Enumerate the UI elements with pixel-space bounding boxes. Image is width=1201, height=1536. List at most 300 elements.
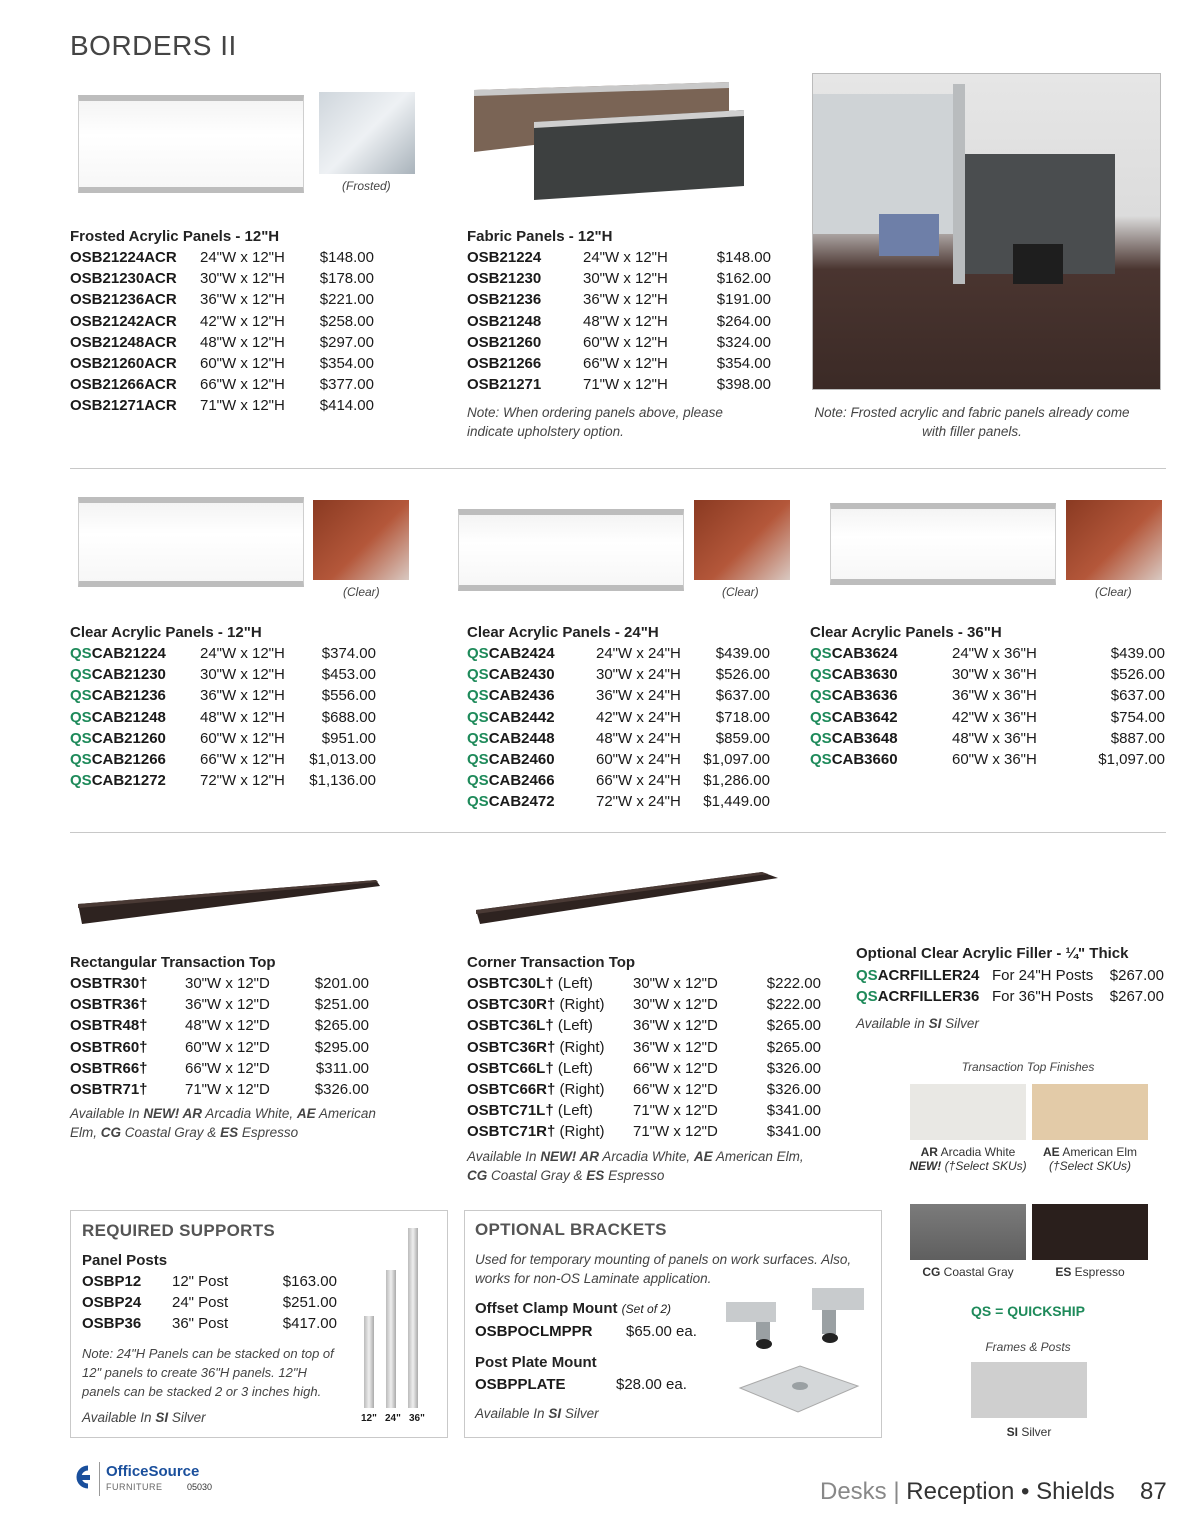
clamp-graphic [722,1284,872,1354]
table-row [810,707,1165,728]
clear36-swatch-image [1066,500,1162,580]
sku-cell: OSB21230 [467,270,542,288]
sku-cell [467,1100,633,1121]
frames-title: Frames & Posts [985,1340,1071,1354]
brackets-available: Available In SI Silver [475,1406,599,1421]
table-row [467,707,770,728]
size-cell: 36"W x 12"H [583,291,668,309]
size-cell: 60"W x 12"H [200,729,285,747]
table-row [810,664,1165,685]
sku-cell [467,770,596,791]
brand-sub: FURNITURE [106,1482,163,1492]
size-cell: 30"W x 36"H [952,666,1037,684]
side-label: (Left) [557,1059,593,1077]
sku-code: CAB21224 [91,645,166,662]
divider-1 [70,468,1166,469]
size-cell: 12" Post [172,1273,229,1290]
sku-cell [70,728,200,749]
table-row [70,749,376,770]
table-row [70,247,374,268]
sku-cell: OSBTR48† [70,1017,148,1035]
supports-title: REQUIRED SUPPORTS [82,1221,276,1240]
size-cell: 24"W x 12"H [200,645,285,662]
price-cell: $718.00 [715,708,770,726]
clear24-table [467,643,770,813]
sku-code: CAB2460 [488,751,555,769]
quickship-prefix: QS [467,708,489,726]
price-cell: $326.00 [766,1059,821,1077]
rect-top-image [74,872,384,932]
sku-code: CAB21230 [91,666,166,684]
price-cell: $637.00 [715,687,770,705]
price-cell: $178.00 [319,270,374,288]
brand-code: 05030 [187,1482,213,1492]
sku-cell [467,685,596,706]
sku-cell: OSBP24 [82,1294,142,1312]
price-cell: $201.00 [314,975,369,992]
table-row [70,311,374,332]
price-cell: $162.00 [716,270,771,288]
frosted-swatch-image [319,92,415,174]
price-cell: $221.00 [319,291,374,309]
clear12-title: Clear Acrylic Panels - 12"H [70,624,262,641]
price-cell: $324.00 [716,333,771,351]
quickship-prefix: QS [467,729,489,747]
fabric-note: Note: When ordering panels above, please indicate upholstery option. [467,405,723,439]
size-cell: 48"W x 12"H [200,708,285,726]
swatch-ar [910,1084,1026,1140]
sku-code: OSBTC30R† [467,996,556,1014]
table-row [467,289,771,310]
price-cell: $377.00 [319,376,374,394]
plate-graphic [738,1364,860,1414]
price-cell: $859.00 [715,729,770,747]
table-row [467,1079,821,1100]
quickship-prefix: QS [70,666,92,684]
sku-code: CAB2442 [488,708,555,726]
table-row [70,374,374,395]
size-cell: 48"W x 12"H [583,312,668,330]
side-label: (Left) [557,1017,593,1035]
sku-cell: OSB21260ACR [70,355,177,373]
filler-table [856,965,1164,1007]
size-cell: 66"W x 12"D [633,1081,718,1099]
fabric-table [467,247,771,395]
price-cell: $267.00 [1109,988,1164,1006]
photo-note: Note: Frosted acrylic and fabric panels already come with filler panels. [814,405,1130,439]
size-cell: 30"W x 12"D [633,996,718,1014]
size-cell: 36"W x 12"D [633,1038,718,1056]
offset-clamp-label: Offset Clamp Mount [475,1300,618,1317]
sku-code: OSBTC71R† [467,1123,556,1141]
sku-cell [810,643,952,664]
fabric-panel-image [474,82,744,200]
sku-code: OSBTC66R† [467,1081,556,1099]
price-cell: $1,097.00 [1098,751,1165,769]
offset-clamp-title [475,1300,671,1317]
price-cell: $414.00 [319,397,374,415]
size-cell: 71"W x 12"D [185,1081,270,1099]
sku-cell [810,749,952,770]
table-row [70,707,376,728]
sku-cell: OSB21266 [467,355,542,373]
table-row [467,374,771,395]
supports-table [82,1271,337,1335]
table-row [810,685,1165,706]
size-cell: 36"W x 12"H [200,687,285,705]
price-cell: $163.00 [282,1273,337,1290]
sku-cell [467,994,633,1015]
sku-cell: OSB21236 [467,291,542,309]
sku-cell [810,728,952,749]
table-row [467,1037,821,1058]
price-cell: $887.00 [1110,729,1165,747]
sku-cell [856,965,992,986]
sku-cell [70,707,200,728]
table-row [467,1058,821,1079]
sku-cell: OSB21271ACR [70,397,177,415]
size-cell: 24"W x 12"H [583,249,668,266]
post-label-36: 36" [409,1413,425,1424]
sku-cell [467,1037,633,1058]
side-label: (Right) [559,1038,605,1056]
sku-cell [467,707,596,728]
sku-cell: OSBP36 [82,1315,142,1333]
price-cell: $754.00 [1110,708,1165,726]
table-row [467,1121,821,1142]
sku-code: CAB3630 [831,666,898,684]
sku-cell: OSB21260 [467,333,542,351]
finishes-title: Transaction Top Finishes [961,1060,1095,1074]
post-24 [386,1270,396,1408]
brand-name: OfficeSource [106,1463,200,1480]
sku-cell: OSBTR60† [70,1038,148,1056]
sku-cell [467,728,596,749]
clear24-panel-image [458,509,684,591]
sku-code: CAB21236 [91,687,166,705]
table-row [70,1079,369,1100]
table-row [467,1100,821,1121]
clear36-title: Clear Acrylic Panels - 36"H [810,624,1002,641]
sku-cell [467,664,596,685]
size-cell: 71"W x 12"H [200,397,285,415]
size-cell: 36"W x 24"H [596,687,681,705]
table-row [70,770,376,791]
price-cell: $526.00 [1110,666,1165,684]
sku-code: CAB2466 [488,772,555,790]
table-row [70,395,374,416]
price-cell: $398.00 [716,376,771,394]
price-cell: $417.00 [282,1315,337,1333]
brand-logo-icon [70,1462,94,1492]
quickship-prefix: QS [467,645,489,662]
price-cell: $297.00 [319,333,374,351]
size-cell: 24"W x 12"H [200,249,285,266]
side-label: (Right) [559,996,605,1014]
post-plate-row [475,1374,687,1395]
corner-top-note: Available In NEW! AR Arcadia White, AE American Elm, CG Coastal Gray & ES Espresso [467,1149,804,1183]
side-label: (Right) [559,1081,605,1099]
size-cell: 71"W x 12"D [633,1123,718,1141]
table-row [70,685,376,706]
swatch-si [971,1362,1087,1418]
size-cell: 66"W x 12"H [583,355,668,373]
sku-code: OSBTC36R† [467,1038,556,1056]
sku-cell [467,1058,633,1079]
cubicle-photo-graphic [813,74,1160,389]
clamp-image [722,1284,872,1354]
sku-cell: OSB21242ACR [70,312,177,330]
post-label-24: 24" [385,1413,401,1424]
sku-cell: OSB21236ACR [70,291,177,309]
sku-code: CAB21272 [91,772,166,790]
quickship-prefix: QS [810,687,832,705]
supports-available: Available In SI Silver [82,1410,206,1425]
sku-cell: OSB21266ACR [70,376,177,394]
table-row [467,268,771,289]
size-cell: 66"W x 12"D [633,1059,718,1077]
quickship-prefix: QS [467,793,489,811]
price-cell: $1,013.00 [309,751,376,769]
quickship-prefix: QS [70,708,92,726]
price-cell: $267.00 [1109,967,1164,984]
corner-top-table [467,973,821,1143]
filler-title: Optional Clear Acrylic Filler - ¼" Thick [856,945,1129,962]
quickship-prefix: QS [70,645,92,662]
sku-code: CAB3636 [831,687,898,705]
quickship-prefix: QS [810,645,832,662]
sku-cell [467,643,596,664]
price-cell: $341.00 [766,1102,821,1120]
clear36-panel-image [830,503,1056,585]
sku-code: CAB3642 [831,708,898,726]
size-cell: 36" Post [172,1315,229,1333]
size-cell: 72"W x 24"H [596,793,681,811]
sku-code: CAB2430 [488,666,555,684]
table-row [467,770,770,791]
side-label: (Left) [557,1102,593,1120]
price-cell: $374.00 [321,645,376,662]
sku-code: CAB21260 [91,729,166,747]
size-cell: 42"W x 24"H [596,708,681,726]
swatch-ar-label: AR Arcadia White NEW! (†Select SKUs) [909,1145,1027,1173]
brand-logo [70,1462,94,1492]
table-row [467,311,771,332]
rect-top-graphic [74,872,384,932]
price-cell: $439.00 [1110,645,1165,662]
fabric-title: Fabric Panels - 12"H [467,228,613,245]
quickship-legend: QS = QUICKSHIP [971,1303,1085,1319]
sku-code: CAB3648 [831,729,898,747]
brackets-title: OPTIONAL BRACKETS [475,1220,667,1239]
sku-cell [467,749,596,770]
clear12-panel-image [78,497,304,587]
price-cell: $191.00 [716,291,771,309]
sku-cell: OSB21230ACR [70,270,177,288]
size-cell: 66"W x 12"H [200,376,285,394]
price-cell: $148.00 [716,249,771,266]
sku-cell [70,770,200,791]
sku-code: CAB3624 [831,645,898,662]
sku-code: CAB2448 [488,729,555,747]
frosted-caption: (Frosted) [342,179,391,193]
offset-clamp-price: $65.00 ea. [626,1323,697,1340]
clear12-table [70,643,376,791]
sku-cell: OSB21224 [467,249,542,266]
table-row [70,268,374,289]
sku-cell [467,1121,633,1142]
sku-cell [467,1015,633,1036]
sku-cell [810,707,952,728]
clear36-table [810,643,1165,770]
quickship-prefix: QS [467,687,489,705]
size-cell: 30"W x 12"D [185,975,270,992]
table-row [467,1015,821,1036]
table-row [467,728,770,749]
swatch-ae-label: AE American Elm (†Select SKUs) [1042,1145,1138,1173]
size-cell: 48"W x 36"H [952,729,1037,747]
size-cell: 30"W x 12"H [200,270,285,288]
table-row [467,664,770,685]
sku-cell [810,664,952,685]
sku-code: CAB21248 [91,708,166,726]
swatch-es-label: ES Espresso [1055,1265,1125,1279]
price-cell: $1,449.00 [703,793,770,811]
post-label-12: 12" [361,1413,377,1424]
corner-top-graphic [472,866,782,928]
table-row [467,685,770,706]
size-cell: 60"W x 36"H [952,751,1037,769]
filler-note: Available in SI Silver [856,1016,979,1031]
quickship-prefix: QS [70,772,92,790]
post-plate-sku: OSBPPLATE [475,1376,566,1393]
sku-cell [467,1079,633,1100]
post-plate-price: $28.00 ea. [616,1376,687,1393]
quickship-prefix: QS [467,772,489,790]
quickship-prefix: QS [810,751,832,769]
clear12-caption: (Clear) [343,585,380,599]
price-cell: $265.00 [314,1017,369,1035]
price-cell: $341.00 [766,1123,821,1141]
sku-cell: OSB21271 [467,376,542,394]
swatch-cg-label: CG Coastal Gray [922,1265,1014,1279]
size-cell: 48"W x 12"H [200,333,285,351]
price-cell: $148.00 [319,249,374,266]
divider-2 [70,832,1166,833]
size-cell: 30"W x 12"H [583,270,668,288]
size-cell: 24"W x 24"H [596,645,681,662]
table-row [856,986,1164,1007]
swatch-cg [910,1204,1026,1260]
sku-code: OSBTC36L† [467,1017,554,1035]
price-cell: $251.00 [282,1294,337,1312]
size-cell: For 24"H Posts [992,967,1094,984]
clear24-swatch-image [694,500,790,580]
size-cell: 24"W x 36"H [952,645,1037,662]
sku-code: OSBTC30L† [467,975,554,992]
quickship-prefix: QS [856,967,878,984]
price-cell: $1,136.00 [309,772,376,790]
table-row [810,643,1165,664]
swatch-si-label: SI Silver [1006,1425,1052,1439]
quickship-prefix: QS [70,729,92,747]
sku-cell: OSBTR36† [70,996,148,1014]
quickship-prefix: QS [70,751,92,769]
offset-clamp-row [475,1321,697,1342]
table-row [467,353,771,374]
frosted-panel-image [78,95,304,193]
quickship-prefix: QS [467,666,489,684]
price-cell: $264.00 [716,312,771,330]
swatch-ae [1032,1084,1148,1140]
size-cell: 30"W x 12"D [633,975,718,992]
clear36-caption: (Clear) [1095,585,1132,599]
table-row [70,1015,369,1036]
sku-code: CAB2424 [488,645,555,662]
price-cell: $326.00 [314,1081,369,1099]
price-cell: $265.00 [766,1038,821,1056]
table-row [70,289,374,310]
table-row [467,247,771,268]
price-cell: $222.00 [766,996,821,1014]
table-row [467,791,770,812]
table-row [82,1313,337,1334]
size-cell: 42"W x 36"H [952,708,1037,726]
price-cell: $688.00 [321,708,376,726]
size-cell: 36"W x 12"D [185,996,270,1014]
quickship-prefix: QS [810,708,832,726]
clear24-caption: (Clear) [722,585,759,599]
table-row [70,332,374,353]
table-row [70,973,369,994]
quickship-prefix: QS [70,687,92,705]
table-row [70,1037,369,1058]
size-cell: 60"W x 12"D [185,1038,270,1056]
size-cell: 36"W x 12"D [633,1017,718,1035]
table-row [467,643,770,664]
sku-code: CAB21266 [91,751,166,769]
sku-code: ACRFILLER36 [877,988,980,1006]
sku-cell: OSBTR66† [70,1059,148,1077]
sku-code: OSBTC71L† [467,1102,554,1120]
table-row [856,965,1164,986]
size-cell: 42"W x 12"H [200,312,285,330]
clear24-title: Clear Acrylic Panels - 24"H [467,624,659,641]
sku-cell [70,643,200,664]
price-cell: $439.00 [715,645,770,662]
price-cell: $251.00 [314,996,369,1014]
size-cell: 24" Post [172,1294,229,1312]
swatch-es [1032,1204,1148,1260]
sku-cell [70,664,200,685]
size-cell: 60"W x 12"H [200,355,285,373]
table-row [70,664,376,685]
table-row [70,1058,369,1079]
offset-clamp-sku: OSBPOCLMPPR [475,1323,593,1340]
size-cell: 71"W x 12"H [583,376,668,394]
sku-cell: OSBTR30† [70,975,148,992]
table-row [82,1292,337,1313]
fabric-panel-graphic [474,82,744,200]
size-cell: 30"W x 24"H [596,666,681,684]
price-cell: $556.00 [321,687,376,705]
quickship-prefix: QS [810,666,832,684]
footer-nav-reception: Reception • Shields [906,1478,1115,1505]
table-row [70,643,376,664]
size-cell: 72"W x 12"H [200,772,285,790]
size-cell: 36"W x 12"H [200,291,285,309]
quickship-prefix: QS [810,729,832,747]
